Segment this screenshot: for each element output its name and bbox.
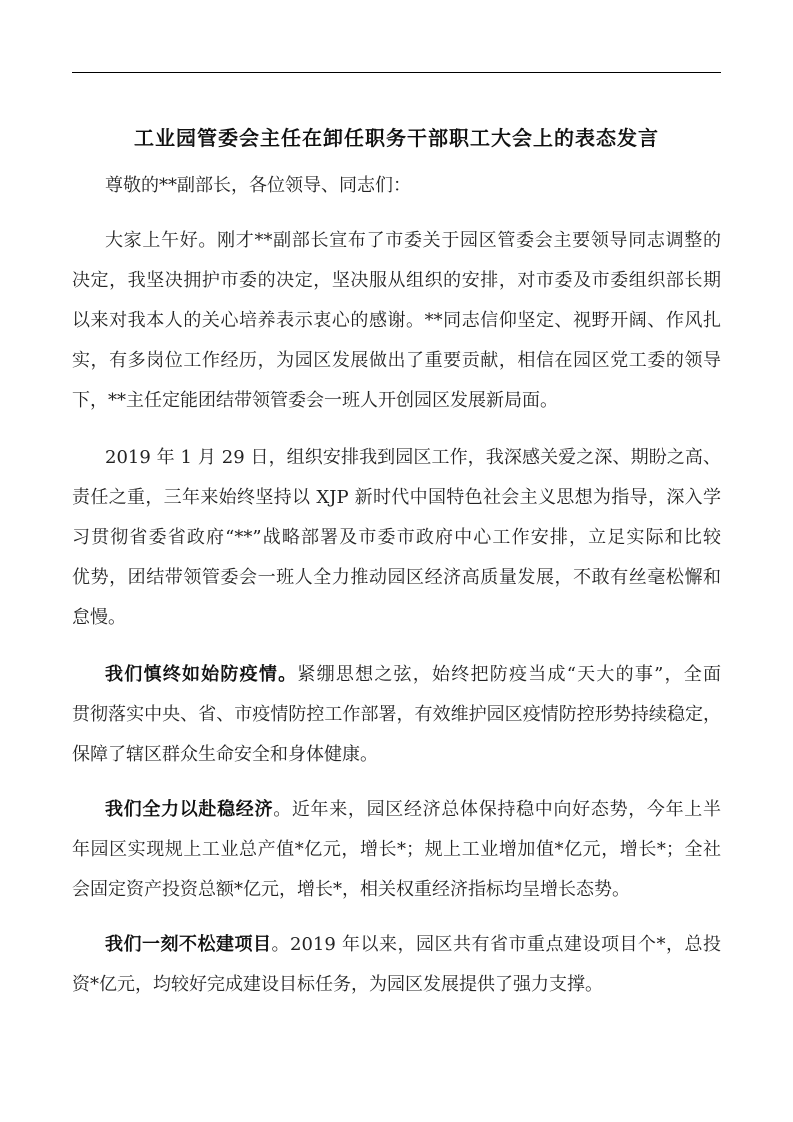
text-line: 2019 年 1 月 29 日，组织安排我到园区工作，我深感关爱之深、期盼之高、 xyxy=(105,447,721,468)
text-line: 资*亿元，均较好完成建设目标任务，为园区发展提供了强力支撑。 xyxy=(72,974,603,995)
greeting-paragraph xyxy=(72,166,721,206)
bold-lead: 我们全力以赴稳经济 xyxy=(105,799,274,820)
text-line: 下，**主任定能团结带领管委会一班人开创园区发展新局面。 xyxy=(72,390,558,411)
text-line: 大家上午好。刚才**副部长宣布了市委关于园区管委会主要领导同志调整的 xyxy=(105,230,721,251)
text-line: 贯彻落实中央、省、市疫情防控工作部署，有效维护园区疫情防控形势持续稳定， xyxy=(72,704,721,725)
text-line: 责任之重，三年来始终坚持以 XJP 新时代中国特色社会主义思想为指导，深入学 xyxy=(72,487,721,508)
text-line: 优势，团结带领管委会一班人全力推动园区经济高质量发展，不敢有丝毫松懈和 xyxy=(72,567,721,588)
text-line: 习贯彻省委省政府“**”战略部署及市委市政府中心工作安排，立足实际和比较 xyxy=(72,527,721,548)
text-line xyxy=(72,790,721,830)
paragraph-5 xyxy=(72,925,721,1005)
text-line: 保障了辖区群众生命安全和身体健康。 xyxy=(72,744,378,765)
line-text: 紧绷思想之弦，始终把防疫当成“天大的事”，全面 xyxy=(297,664,721,685)
header-rule xyxy=(72,72,721,73)
text-line xyxy=(72,655,721,695)
text-line: 实，有多岗位工作经历，为园区发展做出了重要贡献，相信在园区党工委的领导 xyxy=(72,350,721,371)
greeting: 尊敬的**副部长，各位领导、同志们： xyxy=(105,175,411,196)
text-line: 以来对我本人的关心培养表示衷心的感谢。**同志信仰坚定、视野开阔、作风扎 xyxy=(72,310,721,331)
line-text: 。近年来，园区经济总体保持稳中向好态势，今年上半 xyxy=(273,799,721,820)
paragraph-4 xyxy=(72,790,721,910)
bold-lead: 我们慎终如始防疫情。 xyxy=(105,664,298,685)
paragraph-2 xyxy=(72,438,721,638)
paragraph-1 xyxy=(72,221,721,421)
text-line xyxy=(72,925,721,965)
text-line: 决定，我坚决拥护市委的决定，坚决服从组织的安排，对市委及市委组织部长期 xyxy=(72,270,721,291)
document-title: 工业园管委会主任在卸任职务干部职工大会上的表态发言 xyxy=(134,126,659,150)
line-text: 。2019 年以来，园区共有省市重点建设项目个*，总投 xyxy=(271,934,721,955)
paragraph-3 xyxy=(72,655,721,775)
bold-lead: 我们一刻不松建项目 xyxy=(105,934,272,955)
text-line: 会固定资产投资总额*亿元，增长*，相关权重经济指标均呈增长态势。 xyxy=(72,879,630,900)
text-line: 年园区实现规上工业总产值*亿元，增长*；规上工业增加值*亿元，增长*；全社 xyxy=(72,839,721,860)
text-line: 怠慢。 xyxy=(72,607,126,628)
